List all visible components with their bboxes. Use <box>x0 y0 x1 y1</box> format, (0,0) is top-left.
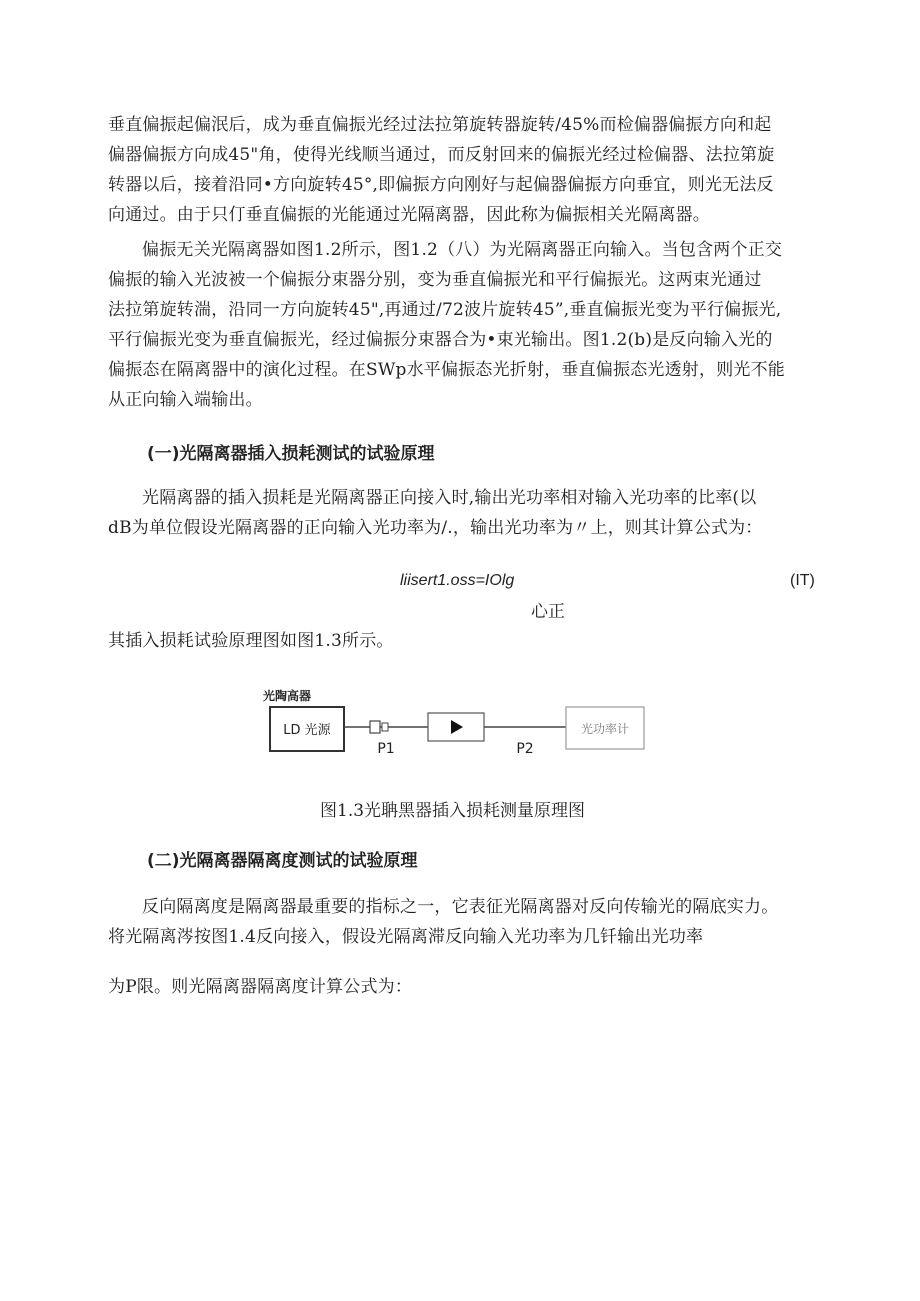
section-heading-isolation: (二)光隔离器隔离度测试的试验原理 <box>147 851 418 871</box>
label-isolator: 光陶高器 <box>263 689 312 703</box>
label-ld-source: LD 光源 <box>283 723 331 738</box>
text-line: 反向隔离度是隔离器最重要的指标之一，它表征光隔离器对反向传输光的隔底实力。 <box>142 897 779 917</box>
text-line: 偏振无关光隔离器如图1.2所示，图1.2（八）为光隔离器正向输入。当包含两个正交 <box>142 240 783 260</box>
text-line: 为P限。则光隔离器隔离度计算公式为： <box>108 977 413 997</box>
paragraph-polarization-dependent <box>108 110 813 230</box>
text-line: 转器以后，接着沿同•方向旋转45°,即偏振方向刚好与起偏器偏振方向垂宜，则光无法反 <box>108 175 774 195</box>
text-line: dB为单位假设光隔离器的正向输入光功率为/.，输出光功率为〃上，则其计算公式为： <box>108 518 763 538</box>
formula-denominator: 心正 <box>531 602 565 622</box>
equation-number: (IT) <box>790 572 815 589</box>
insertion-loss-diagram <box>258 683 658 783</box>
text-line: 垂直偏振起偏泯后，成为垂直偏振光经过法拉第旋转器旋转/45%而检偏器偏振方向和起 <box>108 115 772 135</box>
text-line: 偏器偏振方向成45"角，使得光线顺当通过，而反射回来的偏振光经过检偏器、法拉第旋 <box>108 145 775 165</box>
label-power-meter: 光功率计 <box>580 722 630 736</box>
connector-icon <box>370 721 380 733</box>
text-line: 其插入损耗试验原理图如图1.3所示。 <box>108 631 394 651</box>
figure-caption: 图1.3光聃黑器插入损耗测量原理图 <box>320 801 586 821</box>
text-line: 偏振的输入光波被一个偏振分束器分别，变为垂直偏振光和平行偏振光。这两束光通过 <box>108 270 762 290</box>
text-line: 光隔离器的插入损耗是光隔离器正向接入时,输出光功率相对输入光功率的比率(以 <box>142 488 757 508</box>
text-line: 向通过。由于只仃垂直偏振的光能通过光隔离器，因此称为偏振相关光隔离器。 <box>108 205 710 225</box>
formula-insertion-loss: liisert1.oss=IOlg <box>400 572 515 589</box>
label-p2: P2 <box>516 741 534 757</box>
paragraph-diagram-intro <box>108 626 813 656</box>
label-p1: P1 <box>377 741 395 757</box>
text-line: 从正向输入端输出。 <box>108 390 263 410</box>
paragraph-isolation <box>108 892 813 1002</box>
text-line: 法拉第旋转湍，沿同一方向旋转45",再通过/72波片旋转45”,垂直偏振光变为平行偏振光, <box>108 300 782 320</box>
paragraph-insertion-loss <box>108 483 813 543</box>
text-line: 偏振态在隔离器中的演化过程。在SWp水平偏振态光折射，垂直偏振态光透射，则光不能 <box>108 360 785 380</box>
connector-tip-icon <box>382 723 388 731</box>
section-heading-insertion-loss: (一)光隔离器插入损耗测试的试验原理 <box>147 444 435 464</box>
paragraph-polarization-independent <box>108 235 813 415</box>
text-line: 平行偏振光变为垂直偏振光，经过偏振分束器合为•束光输出。图1.2(b)是反向输入光的 <box>108 330 773 350</box>
text-line: 将光隔离涔按图1.4反向接入，假设光隔离滞反向输入光功率为几钎输出光功率 <box>108 927 704 947</box>
